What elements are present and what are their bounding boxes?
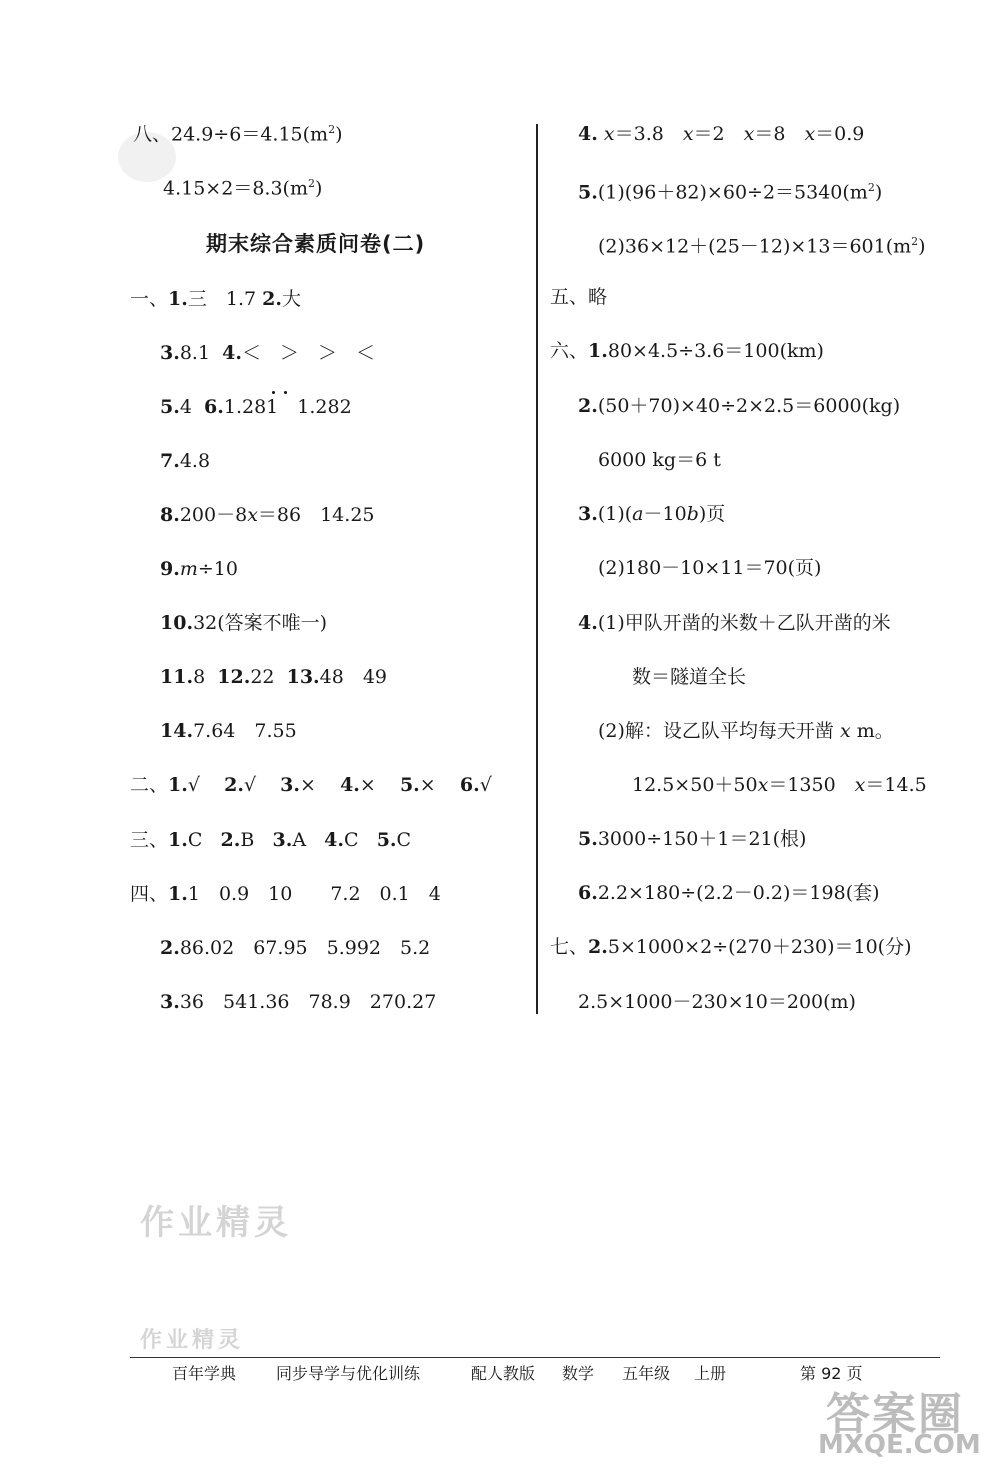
answer-text: C [187, 829, 203, 851]
section-7-row-2: 2.5×1000－230×10＝200(m) [578, 991, 856, 1013]
answer-text: ＝2 [693, 123, 744, 145]
answer-text: 八、24.9÷6＝4.15(m [133, 123, 329, 146]
answer-text: √ [479, 774, 492, 796]
answer-text: ) [335, 123, 343, 146]
answer-text: 4 [179, 396, 192, 418]
question-number: 2. [578, 395, 598, 417]
footer-edition: 配人教版 [471, 1364, 536, 1383]
answer-text: 8 [193, 666, 206, 688]
column-divider [536, 124, 538, 1014]
answer-text: 200－8 [179, 504, 248, 526]
section-6-row-4 [578, 611, 891, 635]
section-7-row-1 [550, 935, 912, 959]
answer-text: ＝8 [754, 123, 805, 145]
question-number: 2. [224, 774, 244, 796]
answer-text: ＝14.5 [865, 774, 927, 796]
variable: b [686, 503, 699, 525]
footer-grade: 五年级 [622, 1364, 671, 1383]
answer-text: ＝86 14.25 [257, 504, 375, 526]
question-number: 14. [160, 720, 194, 742]
answer-text: 三 1.7 [187, 288, 257, 310]
variable: x [839, 720, 851, 742]
answer-text: 32(答案不唯一) [193, 612, 328, 634]
section-label: 六、 [550, 340, 589, 362]
question-number: 2. [220, 829, 241, 851]
answer-text: ＝1350 [768, 774, 855, 796]
variable: x [682, 123, 694, 145]
answer-text: )页 [698, 503, 726, 525]
section-label: 四、 [130, 883, 169, 905]
variable: x [603, 123, 615, 145]
answer-text: 36 541.36 78.9 270.27 [179, 991, 437, 1013]
question-number: 7. [160, 450, 180, 472]
answer-text: A [292, 829, 307, 851]
right-row-5-2 [598, 230, 926, 258]
section-1-row-3 [160, 341, 375, 365]
question-number: 3. [160, 991, 180, 1013]
variable: x [757, 774, 769, 796]
section-1-row-5 [160, 395, 352, 419]
question-number: 13. [286, 666, 320, 688]
question-number: 12. [217, 666, 251, 688]
answer-text: 1 0.9 10 7.2 0.1 4 [187, 883, 441, 905]
section-1-row-9 [160, 557, 238, 581]
answer-text: m。 [850, 720, 894, 742]
question-number: 4. [340, 774, 360, 796]
section-6-row-1 [550, 339, 824, 363]
question-number: 6. [459, 774, 480, 796]
site-url: MXQE.COM [818, 1430, 981, 1460]
section-4-row-2 [160, 936, 430, 960]
answer-text: 12.5×50＋50 [632, 774, 758, 796]
section-1-row-14 [160, 719, 297, 743]
section-6-row-3b: (2)180－10×11＝70(页) [598, 557, 822, 579]
answer-text: √ [243, 774, 257, 796]
answer-text: 4.15×2＝8.3(m [163, 177, 308, 200]
answer-text: ) [918, 235, 926, 258]
variable: x [743, 123, 755, 145]
footer-volume: 上册 [694, 1364, 727, 1383]
superscript: 2 [307, 177, 315, 190]
footer-series: 同步导学与优化训练 [276, 1364, 421, 1383]
section-4-row-1 [130, 882, 441, 906]
section-6-row-3 [578, 502, 725, 526]
section-3-row [130, 828, 411, 852]
answer-text: ) [874, 181, 883, 204]
section-2-row [130, 773, 492, 797]
answer-text: 3000÷150＋1＝21(根) [597, 828, 807, 850]
section-6-row-4c [598, 719, 894, 743]
repeating-dot [272, 391, 275, 394]
section-6-row-4b: 数＝隧道全长 [632, 666, 747, 688]
question-number: 2. [588, 936, 608, 958]
section-1-row-1 [130, 287, 301, 311]
superscript: 2 [328, 123, 336, 136]
answer-text: C [396, 829, 412, 851]
section-5-row: 五、略 [550, 286, 608, 308]
question-number: 2. [262, 288, 282, 310]
question-number: 5. [578, 181, 598, 204]
section-label: 二、 [130, 774, 169, 796]
section-6-row-2 [578, 394, 900, 418]
watermark-small: 作业精灵 [140, 1328, 245, 1353]
answer-text: 4.8 [179, 450, 211, 472]
question-number: 11. [160, 666, 194, 688]
answer-text: × [359, 774, 376, 796]
right-row-5-1 [578, 176, 882, 204]
superscript: 2 [911, 235, 919, 248]
variable: x [854, 774, 866, 796]
variable: m [179, 558, 198, 580]
answer-text: C [344, 829, 359, 851]
section-6-row-6 [578, 881, 880, 905]
answer-text: 大 [281, 288, 301, 310]
watermark: 作业精灵 [140, 1203, 292, 1243]
answer-text: 8.1 [179, 342, 211, 364]
question-number: 4. [578, 612, 598, 634]
answer-text: ＝3.8 [614, 123, 683, 145]
section-label: 一、 [130, 288, 169, 310]
footer-rule [130, 1357, 940, 1358]
question-number: 1. [168, 829, 188, 851]
answer-text: (2)解：设乙队平均每天开凿 [598, 720, 840, 742]
answer-text: ＜ ＞ ＞ ＜ [242, 342, 376, 364]
question-number: 5. [160, 396, 180, 418]
exam-title: 期末综合素质问卷(二) [206, 232, 426, 256]
variable: a [632, 503, 644, 525]
question-number: 3. [578, 503, 598, 525]
answer-text: 80×4.5÷3.6＝100(km) [607, 340, 824, 362]
question-number: 1. [168, 883, 188, 905]
repeating-dot [284, 391, 287, 394]
question-number: 3. [280, 774, 301, 796]
answer-text: 48 49 [319, 666, 388, 688]
footer-subject: 数学 [562, 1364, 595, 1383]
answer-text: 7.64 7.55 [193, 720, 297, 742]
answer-text: ＝0.9 [815, 123, 865, 145]
answer-text: × [419, 774, 436, 796]
question-number: 3. [160, 342, 180, 364]
section-6-row-4d [632, 773, 927, 797]
section-1-row-11 [160, 665, 387, 689]
answer-text: －10 [643, 503, 687, 525]
question-number: 5. [376, 829, 397, 851]
section-label: 七、 [550, 936, 589, 958]
question-number: 10. [160, 612, 194, 634]
question-number: 2. [160, 937, 180, 959]
answer-text: 86.02 67.95 5.992 5.2 [179, 937, 431, 959]
answer-text: (1)( [597, 503, 633, 525]
section-4-row-3 [160, 990, 436, 1014]
question-number: 1. [168, 288, 188, 310]
question-number: 1. [588, 340, 608, 362]
footer-page-number: 第 92 页 [800, 1364, 863, 1383]
answer-text: ) [314, 177, 323, 200]
section-6-row-2b: 6000 kg＝6 t [598, 449, 721, 471]
section-8-line-1 [133, 118, 342, 146]
question-number: 4. [324, 829, 345, 851]
section-1-row-10 [160, 611, 327, 635]
variable: x [804, 123, 816, 145]
variable: x [247, 504, 258, 526]
answer-text: 2.2×180÷(2.2－0.2)＝198(套) [597, 882, 880, 904]
answer-text: (2)36×12＋(25－12)×13＝601(m [598, 235, 912, 258]
answer-text: 5×1000×2÷(270＋230)＝10(分) [607, 936, 912, 958]
question-number: 3. [272, 829, 293, 851]
question-number: 5. [578, 828, 598, 850]
question-number: 6. [204, 396, 224, 418]
section-8-line-2 [163, 172, 322, 200]
answer-text: (50＋70)×40÷2×2.5＝6000(kg) [597, 395, 901, 417]
question-number: 6. [578, 882, 598, 904]
section-1-row-7 [160, 449, 210, 473]
section-1-row-8 [160, 503, 375, 527]
answer-text: 22 [250, 666, 275, 688]
question-number: 1. [168, 774, 188, 796]
answer-text: B [240, 829, 255, 851]
answer-text: × [300, 774, 316, 796]
question-number: 4. [222, 342, 242, 364]
question-number: 4. [578, 123, 598, 145]
answer-text: √ [187, 774, 200, 796]
question-number: 5. [399, 774, 420, 796]
question-number: 9. [160, 558, 180, 580]
section-6-row-5 [578, 827, 806, 851]
answer-text: (1)(96＋82)×60÷2＝5340(m [597, 181, 868, 204]
section-label: 三、 [130, 829, 169, 851]
answer-text: 1.281 1.282 [223, 396, 352, 418]
site-logo: 答案圈 [826, 1389, 964, 1440]
answer-text: (1)甲队开凿的米数＋乙队开凿的米 [597, 612, 891, 634]
answer-text: ÷10 [197, 558, 238, 580]
footer-book: 百年学典 [172, 1364, 237, 1383]
superscript: 2 [867, 181, 875, 194]
right-row-4 [578, 122, 864, 146]
question-number: 8. [160, 504, 180, 526]
